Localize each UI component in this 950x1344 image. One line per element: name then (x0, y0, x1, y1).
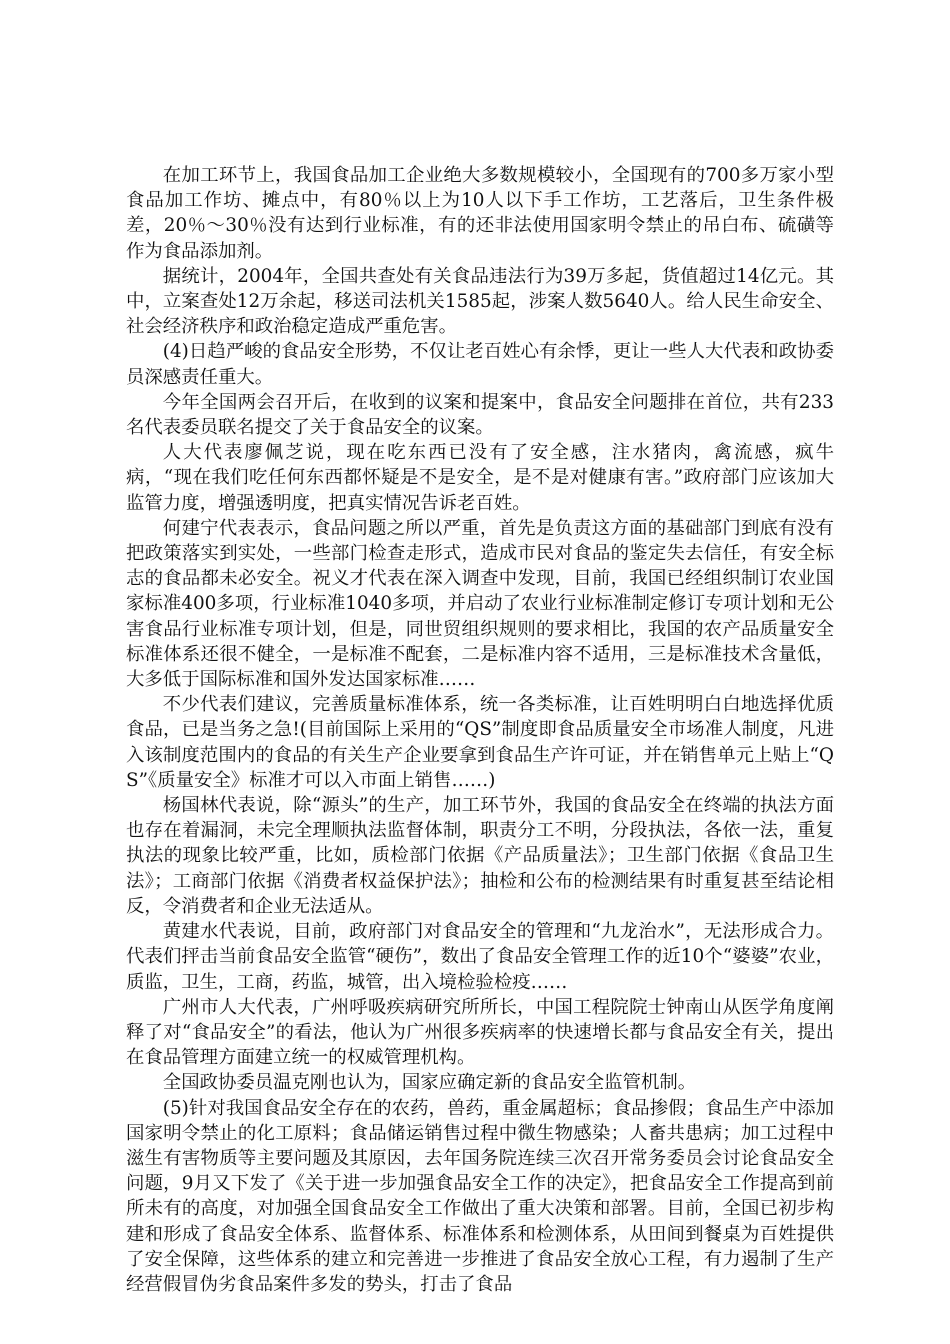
paragraph-11: 全国政协委员温克刚也认为，国家应确定新的食品安全监管机制。 (162, 1072, 697, 1094)
paragraph-8: 杨国林代表说，除“源头”的生产，加工环节外，我国的食品安全在终端的执法方面也存在着漏洞，未完全理顺执法监督体制，职责分工不明，分段执法，各依一法，重复执法的现象比较严重，比如，质检部门依据《产品质量法》；卫生部门依据《食品卫生法》；工商部门依据《消费者权益保护法》；抽检和公布的检测结果有时重复甚至结论相反，令消费者和企业无法适从。 (126, 795, 834, 917)
paragraph-9: 黄建水代表说，目前，政府部门对食品安全的管理和“九龙治水”，无法形成合力。代表们抨击当前食品安全监管“硬伤”，数出了食品安全管理工作的近10个“婆婆”农业，质监，卫生，工商，药监，城管，出入境检验检疫…… (126, 921, 834, 993)
paragraph-10: 广州市人大代表，广州呼吸疾病研究所所长，中国工程院院士钟南山从医学角度阐释了对“食品安全”的看法，他认为广州很多疾病率的快速增长都与食品安全有关，提出在食品管理方面建立统一的权威管理机构。 (126, 996, 834, 1069)
document-body (126, 163, 834, 1297)
paragraph-2: 据统计，2004年，全国共查处有关食品违法行为39万多起，货值超过14亿元。其中，立案查处12万余起，移送司法机关1585起，涉案人数5640人。给人民生命安全、社会经济秩序和政治稳定造成严重危害。 (126, 265, 834, 338)
paragraph-6: 何建宁代表表示，食品问题之所以严重，首先是负责这方面的基础部门到底有没有把政策落实到实处，一些部门检查走形式，造成市民对食品的鉴定失去信任，有安全标志的食品都未必安全。祝义才代表在深入调查中发现，目前，我国已经组织制订农业国家标准400多项，行业标准1040多项，并启动了农业行业标准制定修订专项计划和无公害食品行业标准专项计划，但是，同世贸组织规则的要求相比，我国的农产品质量安全标准体系还很不健全，一是标准不配套，二是标准内容不适用，三是标准技术含量低，大多低于国际标准和国外发达国家标准…… (126, 517, 834, 691)
paragraph-12: (5)针对我国食品安全存在的农药，兽药，重金属超标；食品掺假；食品生产中添加国家明令禁止的化工原料；食品储运销售过程中微生物感染；人畜共患病；加工过程中滋生有害物质等主要问题及其原因，去年国务院连续三次召开常务委员会讨论食品安全问题，9月又下发了《关于进一步加强食品安全工作的决定》，把食品安全工作提高到前所未有的高度，对加强全国食品安全工作做出了重大决策和部署。目前，全国已初步构建和形成了食品安全体系、监督体系、标准体系和检测体系，从田间到餐桌为百姓提供了安全保障，这些体系的建立和完善进一步推进了食品安全放心工程，有力遏制了生产经营假冒伪劣食品案件多发的势头，打击了食品 (126, 1097, 834, 1295)
paragraph-4: 今年全国两会召开后，在收到的议案和提案中，食品安全问题排在首位，共有233名代表委员联名提交了关于食品安全的议案。 (126, 391, 834, 439)
paragraph-3: (4)日趋严峻的食品安全形势，不仅让老百姓心有余悸，更让一些人大代表和政协委员深感责任重大。 (126, 341, 834, 388)
paragraph-7: 不少代表们建议，完善质量标准体系，统一各类标准，让百姓明明白白地选择优质食品，已是当务之急!(目前国际上采用的“QS”制度即食品质量安全市场准人制度，凡进入该制度范围内的食品的有关生产企业要拿到食品生产许可证，并在销售单元上贴上“QS”《质量安全》标准才可以入市面上销售……) (126, 694, 834, 791)
paragraph-5: 人大代表廖佩芝说，现在吃东西已没有了安全感，注水猪肉，禽流感，疯牛病，“现在我们吃任何东西都怀疑是不是安全，是不是对健康有害。”政府部门应该加大监管力度，增强透明度，把真实情况告诉老百姓。 (126, 442, 834, 514)
paragraph-1: 在加工环节上，我国食品加工企业绝大多数规模较小，全国现有的700多万家小型食品加工作坊、摊点中，有80％以上为10人以下手工作坊，工艺落后，卫生条件极差，20％～30％没有达到行业标准，有的还非法使用国家明令禁止的吊白布、硫磺等作为食品添加剂。 (126, 165, 834, 262)
